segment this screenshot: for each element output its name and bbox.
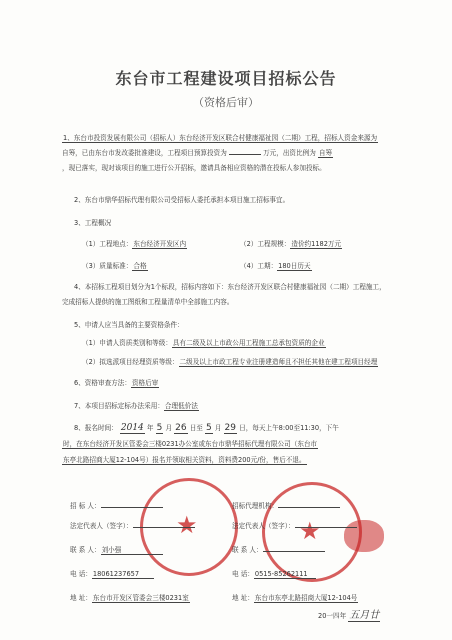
page-title: 东台市工程建设项目招标公告 <box>115 69 337 88</box>
para-6: 6、资格审查方法：资格后审 <box>74 379 159 387</box>
para-5-title: 5、申请人应当具备的主要资格条件： <box>74 321 184 329</box>
contact-label: 招标代理机构： <box>232 502 279 510</box>
page-subtitle: （资格后审） <box>193 96 259 109</box>
contact-label: 电 话： <box>232 570 254 578</box>
contact-label: 地 址： <box>70 594 92 602</box>
para-8-line-3: 东亭北路招商大厦12-104号）报名并领取相关资料，资料费200元/份，售后不退。 <box>63 456 306 464</box>
para-8-line-1: 8、报名时间： 2014 年 5 月 26 日至 5 月 29 日，每天上午8:00至11:30，下午 <box>74 423 339 433</box>
para-3-row-2-right: （4）工期：180日历天 <box>240 262 311 270</box>
contact-row <box>232 502 340 510</box>
para-2: 2、东台市鼎华招标代理有限公司受招标人委托承担本项目施工招标事宜。 <box>74 196 290 204</box>
para-7: 7、本项目招标定标办法采用：合理低价法 <box>74 402 198 410</box>
contact-row <box>70 594 190 603</box>
para-3-row-1-left: （1）工程地点：东台经济开发区内 <box>82 240 187 248</box>
contact-value <box>278 507 340 508</box>
contact-row <box>232 594 358 603</box>
contact-value <box>295 527 357 528</box>
contact-row <box>232 546 325 554</box>
para-8-line-2: 时，在东台经济开发区管委会三楼0231办公室或东台市鼎华招标代理有限公司（东台市 <box>63 440 318 448</box>
contact-row <box>232 522 357 530</box>
contact-label: 电 话： <box>70 570 92 578</box>
para-5-line-2: （2）拟选派项目经理资质等级：二级及以上市政工程专业注册建造师且不担任其他在建工程项目经理 <box>82 358 378 366</box>
para-3-row-2-left: （3）质量标准：合格 <box>82 262 147 270</box>
contact-row <box>70 570 154 579</box>
contact-value <box>263 551 325 552</box>
contact-label: 联 系 人： <box>232 546 263 554</box>
contact-value: 刘小强 <box>101 546 163 555</box>
para-1-line-1: 1、东台市投资发展有限公司（招标人）东台经济开发区联合村健康福祉园（二期）工程，招标人资金来源为 <box>63 134 378 142</box>
contact-label: 法定代表人（签字）： <box>232 522 295 530</box>
contact-value: 18061237657 <box>92 570 154 579</box>
para-3-title: 3、工程概况 <box>74 219 112 227</box>
para-4-line-2: 完成招标人提供的施工图纸和工程量清单中全部施工内容。 <box>62 298 234 306</box>
contact-row <box>70 546 163 555</box>
contact-row <box>70 522 195 530</box>
para-1-line-2: 自筹，已由东台市发改委批准建设，工程项目预算投资为 万元，出资比例为 自筹 <box>62 149 333 157</box>
contact-row <box>232 570 316 579</box>
para-1-line-3: ，现已落实，现对该项目的施工进行公开招标，邀请具备相应资格的潜在投标人参加投标。 <box>62 164 326 172</box>
contact-label: 地 址： <box>232 594 254 602</box>
contact-value <box>101 507 163 508</box>
contact-value: 东台市开发区管委会三楼0231室 <box>92 594 189 602</box>
contact-label: 联 系 人： <box>70 546 101 554</box>
para-4-line-1: 4、本招标工程项目划分为1个标段，招标内容如下：东台经济开发区联合村健康福祉园（二期）工程施工， <box>74 283 386 291</box>
issue-date: 20一四年 五月廿 <box>318 610 380 621</box>
para-3-row-1-right: （2）工程规模：造价约1182万元 <box>240 240 342 248</box>
contact-value: 0515-85262111 <box>254 570 316 579</box>
para-5-line-1: （1）申请人资质类别和等级：具有二级及以上市政公用工程施工总承包资质的企业 <box>82 339 325 347</box>
contact-value: 东台市东亭北路招商大厦12-104号 <box>254 594 358 602</box>
contact-row <box>70 502 163 510</box>
seal-star-icon: ★ <box>299 517 321 545</box>
contact-label: 招 标 人： <box>70 502 101 510</box>
seal-star-icon: ★ <box>176 511 198 539</box>
contact-value <box>133 527 195 528</box>
contact-label: 法定代表人（签字）： <box>70 522 133 530</box>
